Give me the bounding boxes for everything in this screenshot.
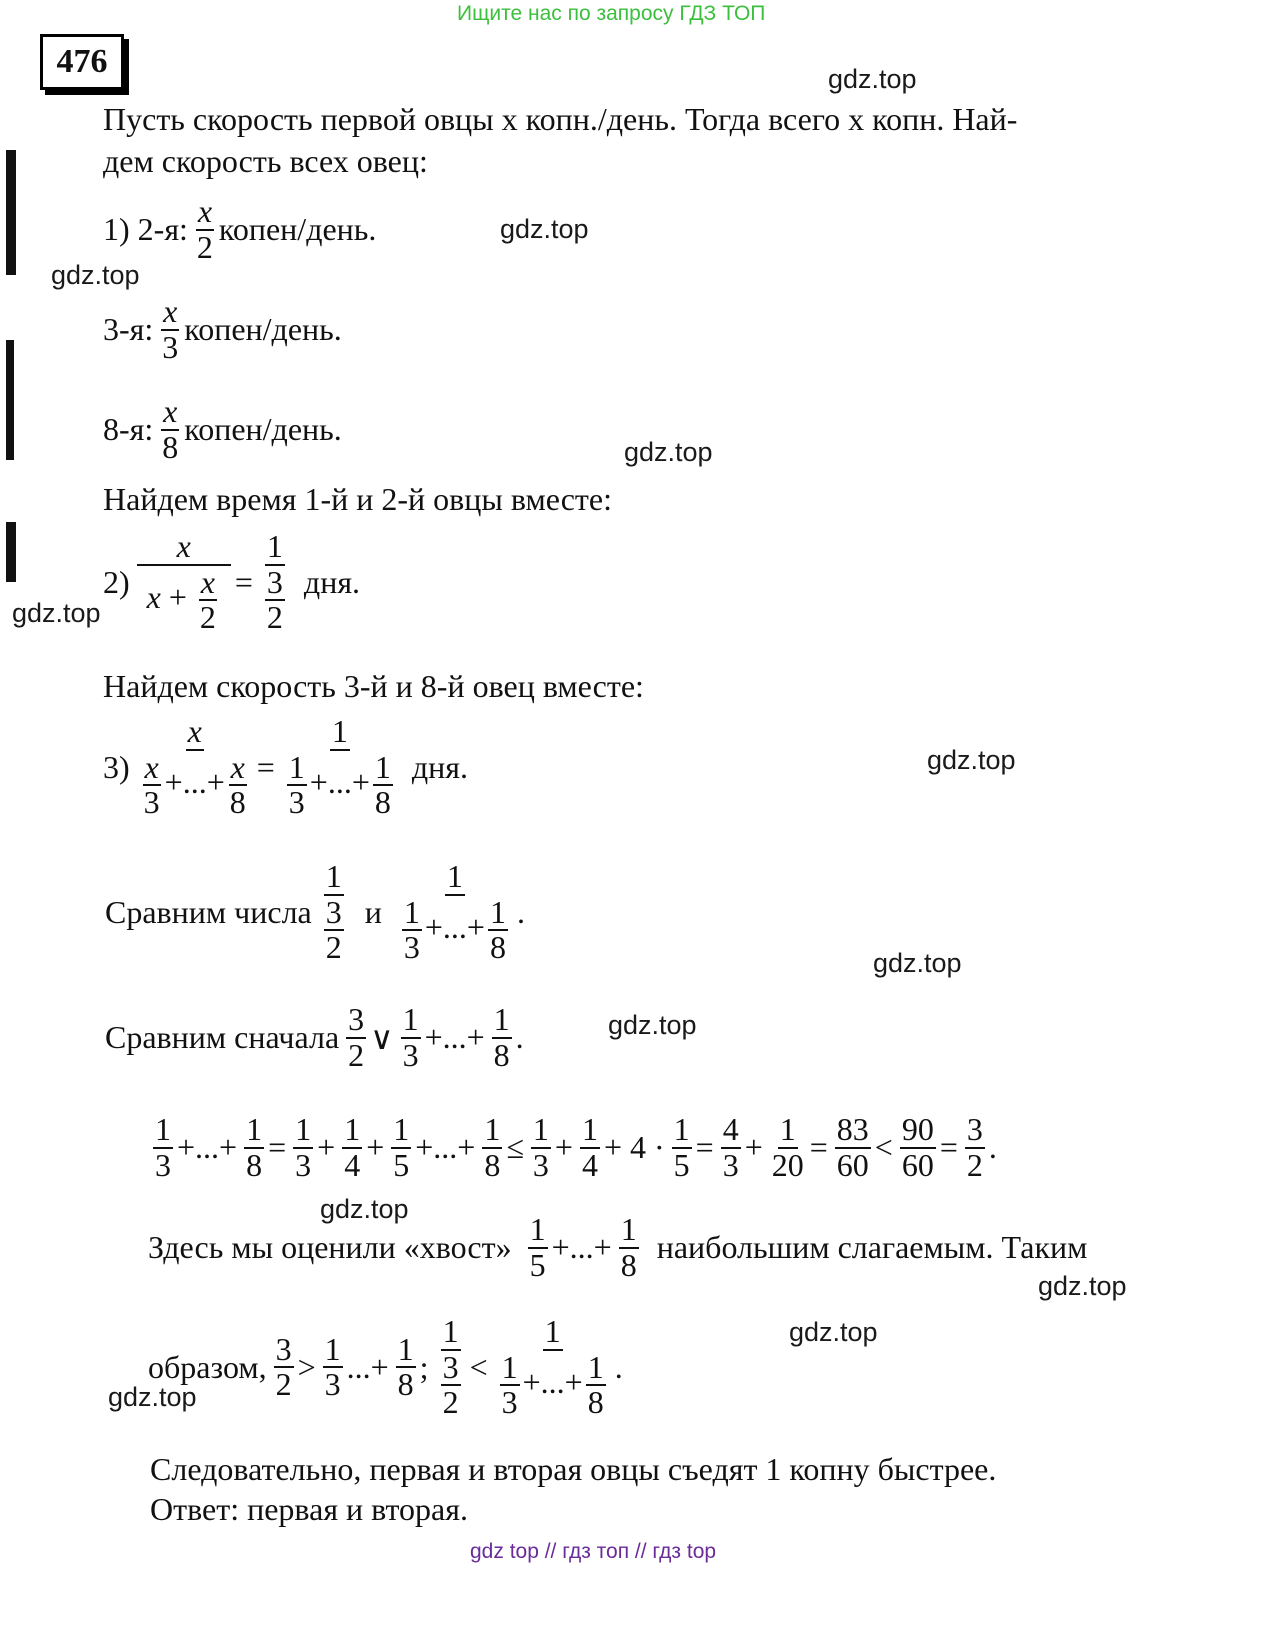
find-speed-heading: Найдем скорость 3-й и 8-й овец вместе: — [103, 668, 644, 704]
sheep-3-row — [103, 295, 346, 364]
find-time-heading: Найдем время 1-й и 2-й овцы вместе: — [103, 481, 612, 517]
footer-links: gdz top // гдз топ // гдз top — [470, 1540, 717, 1563]
sheep-8-row — [103, 395, 346, 464]
step-1-label: 1) 2-я: — [103, 211, 188, 248]
fraction: $\frac{1}{\frac{3}{2}}$ — [325, 858, 342, 966]
tail-label: Здесь мы оценили «хвост» — [148, 1229, 512, 1266]
unit-speed: копен/день. — [218, 211, 377, 248]
unit-speed: копен/день. — [184, 311, 342, 348]
fraction: $\frac{1}{\frac{3}{2}}$ — [266, 528, 283, 636]
fraction: 1 $\frac{1}{3}$ +...+ $\frac{1}{8}$ — [403, 858, 506, 966]
watermark: gdz.top — [828, 64, 917, 94]
watermark: gdz.top — [624, 437, 713, 467]
scan-edge-mark — [6, 522, 16, 582]
compare-row: Сравним числа $\frac{1}{\frac{3}{2}}$ и 1 $\frac{1}{3}$ +...+ $\frac{1}{8}$ . — [105, 858, 525, 966]
watermark: gdz.top — [500, 214, 589, 244]
watermark: gdz.top — [51, 260, 140, 290]
compare-first-label: Сравним сначала — [105, 1019, 340, 1056]
compare-label: Сравним числа — [105, 893, 312, 930]
unit-days: дня. — [303, 563, 361, 600]
thus-word: образом, — [148, 1348, 267, 1385]
problem-number: 476 — [40, 34, 124, 90]
watermark: gdz.top — [927, 745, 1016, 775]
conclusion: Следовательно, первая и вторая овцы съедят 1 копну быстрее. — [150, 1451, 997, 1487]
row-8-label: 8-я: — [103, 411, 154, 448]
fraction: $\frac{1}{3}$ — [402, 1001, 419, 1073]
fraction: 1 $\frac{1}{3}$ +...+ $\frac{1}{8}$ — [288, 713, 391, 821]
unit-speed: копен/день. — [184, 411, 342, 448]
step-2-label: 2) — [103, 563, 130, 600]
fraction: $\frac{x}{3}$ — [162, 293, 179, 365]
watermark: gdz.top — [12, 598, 101, 628]
compare-first-row: Сравним сначала $\frac{3}{2}$ ∨ $\frac{1}{3}$ +...+ $\frac{1}{8}$ . — [105, 1001, 524, 1073]
answer: Ответ: первая и вторая. — [150, 1491, 468, 1527]
scan-edge-mark — [6, 340, 14, 460]
thus-row: образом, $\frac{3}{2}$ > $\frac{1}{3}$ ...+ $\frac{1}{8}$ ; $\frac{1}{\frac{3}{2}}$ < 1 $\frac{1}{3}$ +...+ $\frac{1}{8}$ . — [148, 1313, 623, 1421]
fraction: $\frac{1}{8}$ — [493, 1001, 510, 1073]
step-2-row: 2) x x + $\frac{x}{2}$ = $\frac{1}{\frac{3}{2}}$ дня. — [103, 528, 361, 636]
intro-line-1: Пусть скорость первой овцы x копн./день. Тогда всего x копн. Най- — [103, 101, 1018, 137]
watermark: gdz.top — [873, 948, 962, 978]
step-3-label: 3) — [103, 748, 130, 785]
scan-edge-mark — [6, 150, 16, 275]
step-1-row — [103, 195, 380, 264]
watermark: gdz.top — [320, 1194, 409, 1224]
watermark: gdz.top — [608, 1010, 697, 1040]
and-word: и — [364, 893, 382, 930]
watermark: gdz.top — [789, 1317, 878, 1347]
fraction: $\frac{3}{2}$ — [348, 1001, 365, 1073]
largest-term-text: наибольшим слагаемым. Таким — [656, 1229, 1088, 1266]
unit-days: дня. — [411, 748, 469, 785]
header-search-hint: Ищите нас по запросу ГДЗ ТОП — [457, 2, 766, 25]
row-3-label: 3-я: — [103, 311, 154, 348]
watermark: gdz.top — [1038, 1271, 1127, 1301]
tail-row: Здесь мы оценили «хвост» $\frac{1}{5}$ +...+ $\frac{1}{8}$ наибольшим слагаемым. Таким — [148, 1211, 1088, 1283]
intro-line-2: дем скорость всех овец: — [103, 143, 428, 179]
fraction: x $\frac{x}{3}$ +...+ $\frac{x}{8}$ — [143, 713, 246, 821]
step-3-row: 3) x $\frac{x}{3}$ +...+ $\frac{x}{8}$ = 1 $\frac{1}{3}$ +...+ $\frac{1}{8}$ дня. — [103, 713, 469, 821]
sum-estimate-row: $\frac{1}{3}$ +...+ $\frac{1}{8}$ = $\frac{1}{3}$ + $\frac{1}{4}$ + $\frac{1}{5}$ +...+ $\frac{1}{8}$ ≤ $\frac{1}{3}$ + $\frac{1}{4}$ + 4 · $\frac{1}{5}$ = $\frac{4}{3}$ + $\frac{1}{20}$ = $\frac{83}{60}$ < $\frac{90}{60}$ = $\frac{3}{2}$ . — [155, 1111, 997, 1183]
fraction: $\frac{x}{8}$ — [162, 393, 179, 465]
watermark: gdz.top — [108, 1382, 197, 1412]
fraction: x x + $\frac{x}{2}$ — [137, 530, 231, 635]
fraction: $\frac{x}{2}$ — [196, 193, 213, 265]
